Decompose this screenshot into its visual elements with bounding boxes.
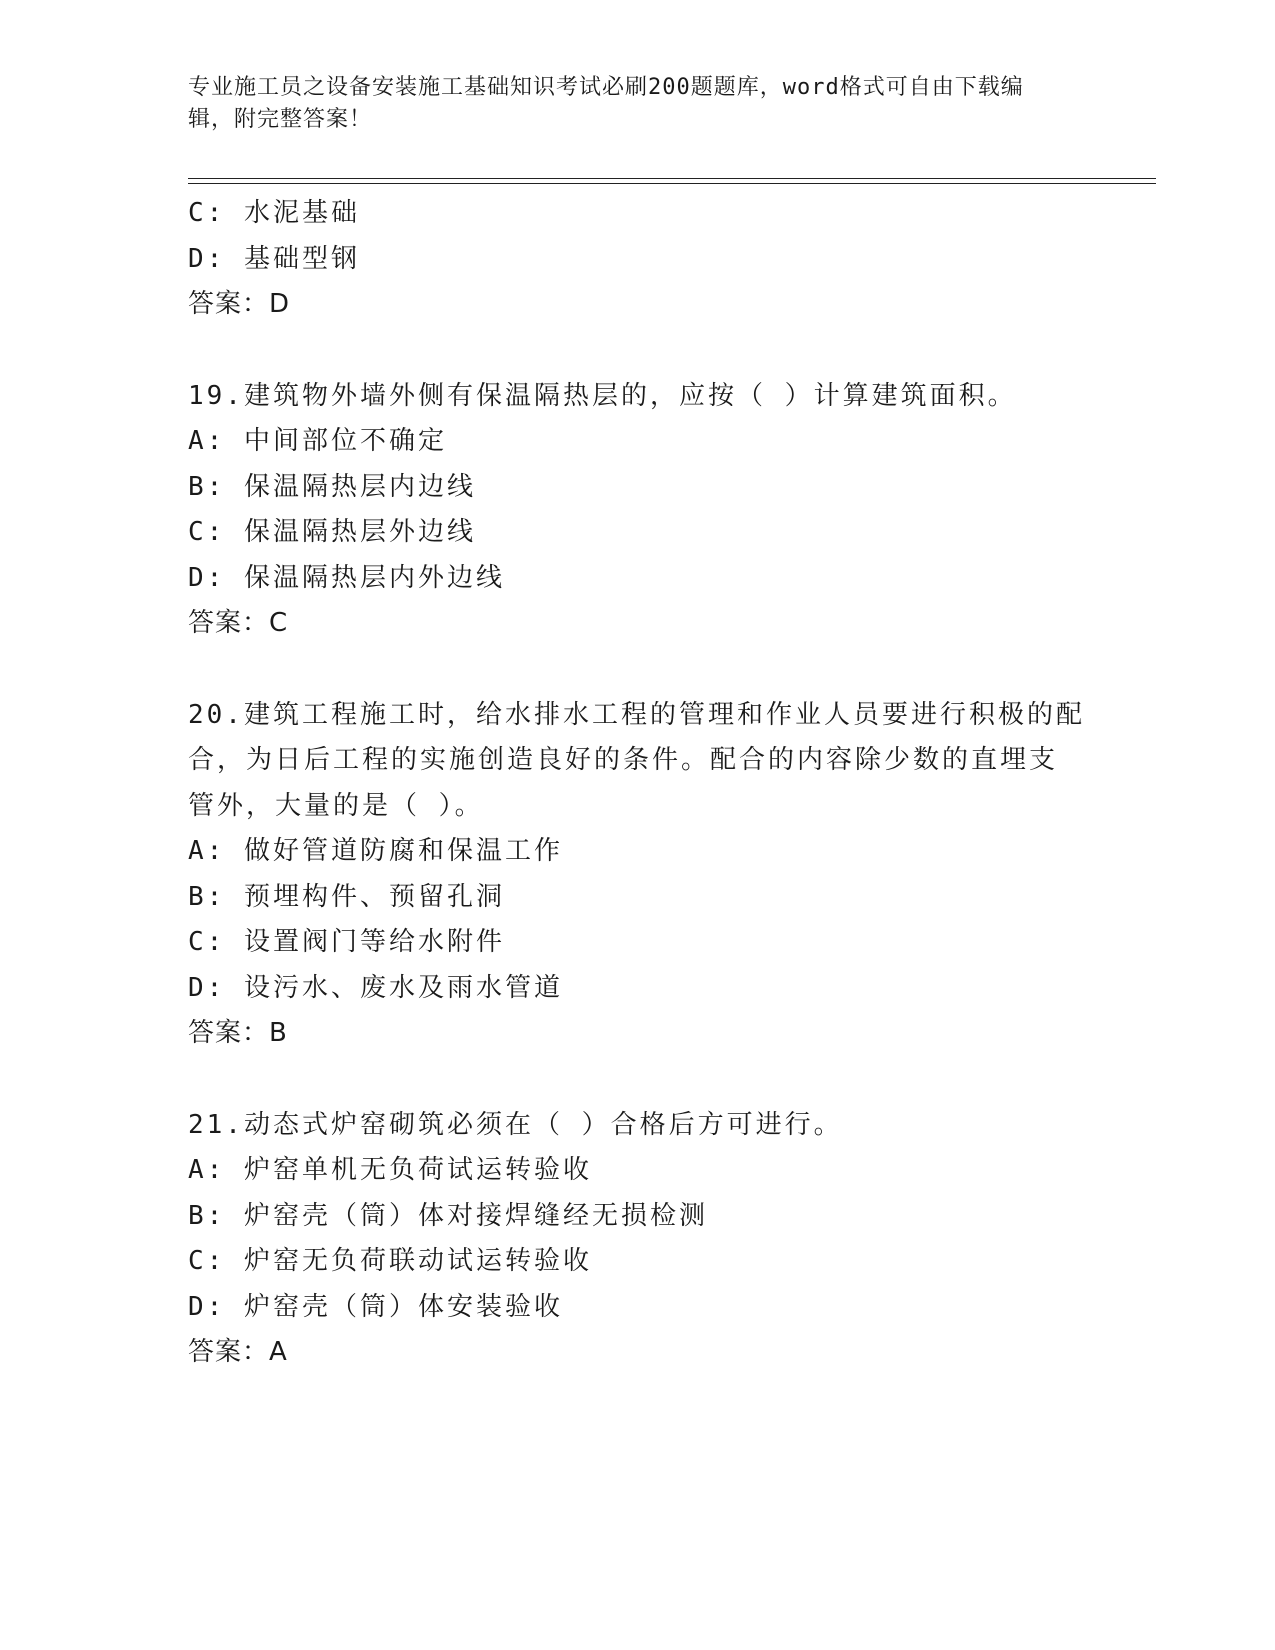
option-d: D: 保温隔热层内外边线 [188,562,505,593]
option-c: C: 保温隔热层外边线 [188,517,476,547]
option-d: D: 设污水、废水及雨水管道 [188,972,563,1003]
question-text-line-2: 合，为日后工程的实施创造良好的条件。配合的内容除少数的直埋支 [188,745,1059,775]
answer-line: 答案：A [188,1337,288,1367]
option-b: B: 炉窑壳（筒）体对接焊缝经无损检测 [188,1200,708,1231]
option-c: C: 设置阀门等给水附件 [188,927,505,957]
question-list [188,191,1088,1376]
question-text: 21.动态式炉窑砌筑必须在（ ）合格后方可进行。 [188,1109,843,1140]
question-21 [188,1103,1088,1376]
header-title: 专业施工员之设备安装施工基础知识考试必刷200题题库，word格式可自由下载编辑，附完整答案！ [188,75,1024,132]
option-c: C: 水泥基础 [188,198,360,228]
option-b: B: 预埋构件、预留孔洞 [188,881,505,912]
answer-line: 答案：C [188,608,289,638]
option-b: B: 保温隔热层内边线 [188,471,476,502]
option-a: A: 做好管道防腐和保温工作 [188,836,563,866]
header-rule-top [188,178,1156,179]
option-d: D: 基础型钢 [188,243,360,274]
question-19 [188,374,1088,647]
document-header [188,72,1068,136]
question-text-line-1: 20.建筑工程施工时，给水排水工程的管理和作业人员要进行积极的配 [188,699,1085,730]
question-18-continuation [188,191,1088,328]
spacer [188,1057,1088,1103]
spacer [188,647,1088,693]
option-a: A: 中间部位不确定 [188,426,447,456]
question-text: 19.建筑物外墙外侧有保温隔热层的，应按（ ）计算建筑面积。 [188,380,1017,411]
option-d: D: 炉窑壳（筒）体安装验收 [188,1291,563,1322]
header-rule-bottom [188,183,1156,184]
question-text-line-3: 管外，大量的是（ ）。 [188,790,484,821]
option-a: A: 炉窑单机无负荷试运转验收 [188,1155,592,1185]
option-c: C: 炉窑无负荷联动试运转验收 [188,1246,592,1276]
spacer [188,328,1088,374]
question-20 [188,693,1088,1057]
answer-line: 答案：D [188,289,291,319]
answer-line: 答案：B [188,1018,288,1048]
